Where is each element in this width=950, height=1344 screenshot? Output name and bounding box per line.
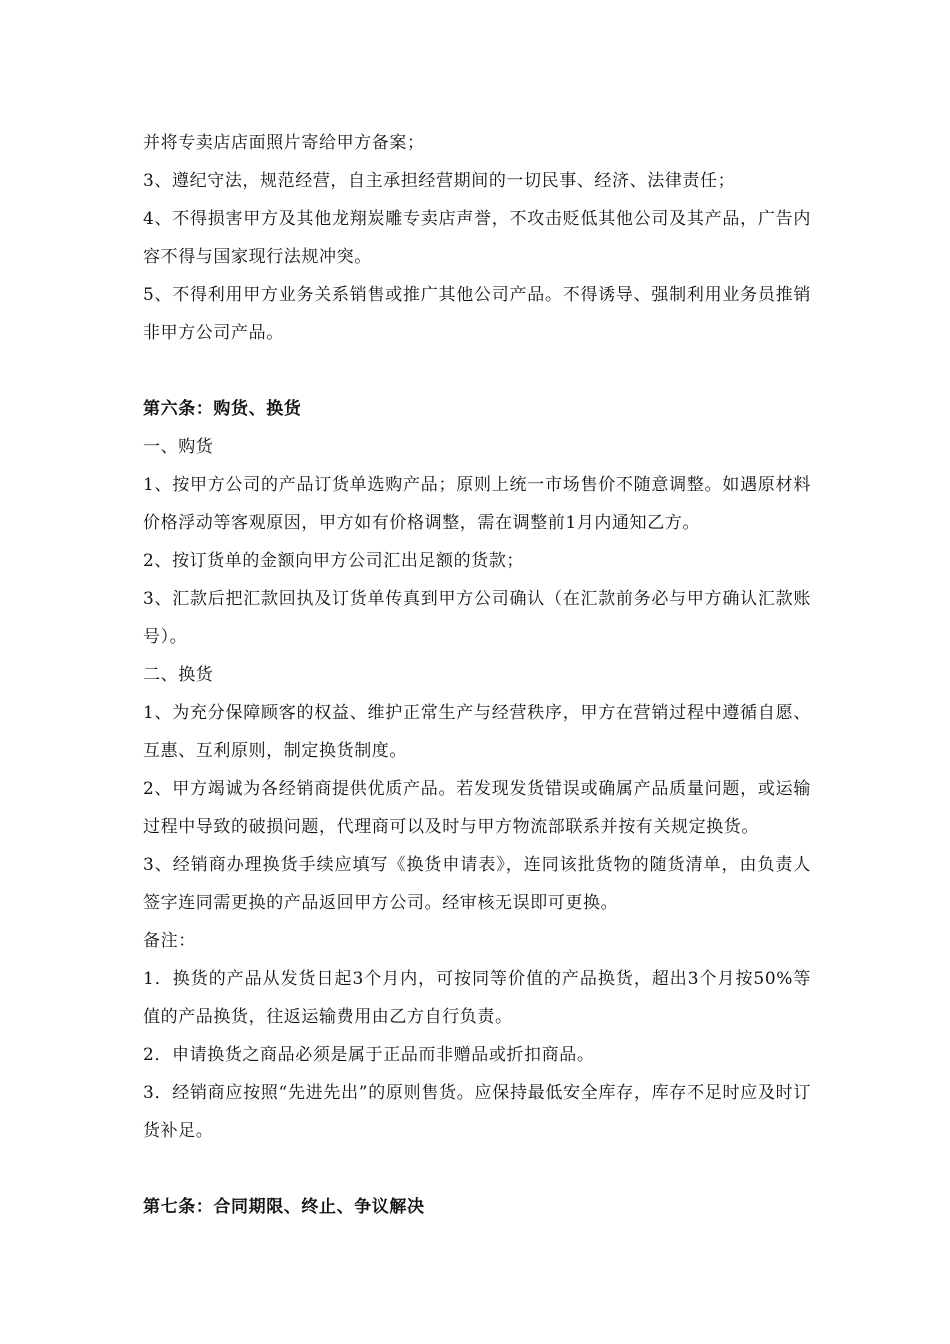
section5-intro-line: 并将专卖店店面照片寄给甲方备案； [143, 133, 425, 153]
spacer [143, 352, 811, 390]
notes-label: 备注： [143, 931, 196, 951]
exchange-item-1: 1、为充分保障顾客的权益、维护正常生产与经营秩序，甲方在营销过程中遵循自愿、互惠、互利原则，制定换货制度。 [143, 703, 811, 761]
purchase-item-1: 1、按甲方公司的产品订货单选购产品；原则上统一市场售价不随意调整。如遇原材料价格浮动等客观原因，甲方如有价格调整，需在调整前1月内通知乙方。 [143, 475, 811, 533]
note-1: 1．换货的产品从发货日起3个月内，可按同等价值的产品换货，超出3个月按50%等值的产品换货，往返运输费用由乙方自行负责。 [143, 969, 811, 1027]
exchange-item-2: 2、甲方竭诚为各经销商提供优质产品。若发现发货错误或确属产品质量问题，或运输过程中导致的破损问题，代理商可以及时与甲方物流部联系并按有关规定换货。 [143, 779, 811, 837]
section7-title: 第七条：合同期限、终止、争议解决 [143, 1197, 425, 1217]
purchase-item-2: 2、按订货单的金额向甲方公司汇出足额的货款； [143, 551, 525, 571]
spacer [143, 1150, 811, 1188]
section5-item-3: 3、遵纪守法，规范经营，自主承担经营期间的一切民事、经济、法律责任； [143, 171, 736, 191]
section6-title: 第六条：购货、换货 [143, 399, 302, 419]
exchange-label: 二、换货 [143, 665, 214, 685]
section5-item-4: 4、不得损害甲方及其他龙翔炭雕专卖店声誉，不攻击贬低其他公司及其产品，广告内容不得与国家现行法规冲突。 [143, 209, 811, 267]
purchase-label: 一、购货 [143, 437, 214, 457]
section5-item-5: 5、不得利用甲方业务关系销售或推广其他公司产品。不得诱导、强制利用业务员推销非甲方公司产品。 [143, 285, 811, 343]
purchase-item-3: 3、汇款后把汇款回执及订货单传真到甲方公司确认（在汇款前务必与甲方确认汇款账号）。 [143, 589, 811, 647]
document-body [143, 124, 811, 1226]
note-2: 2．申请换货之商品必须是属于正品而非赠品或折扣商品。 [143, 1045, 595, 1065]
note-3: 3．经销商应按照“先进先出”的原则售货。应保持最低安全库存，库存不足时应及时订货补足。 [143, 1083, 811, 1141]
exchange-item-3: 3、经销商办理换货手续应填写《换货申请表》，连同该批货物的随货清单，由负责人签字连同需更换的产品返回甲方公司。经审核无误即可更换。 [143, 855, 811, 913]
